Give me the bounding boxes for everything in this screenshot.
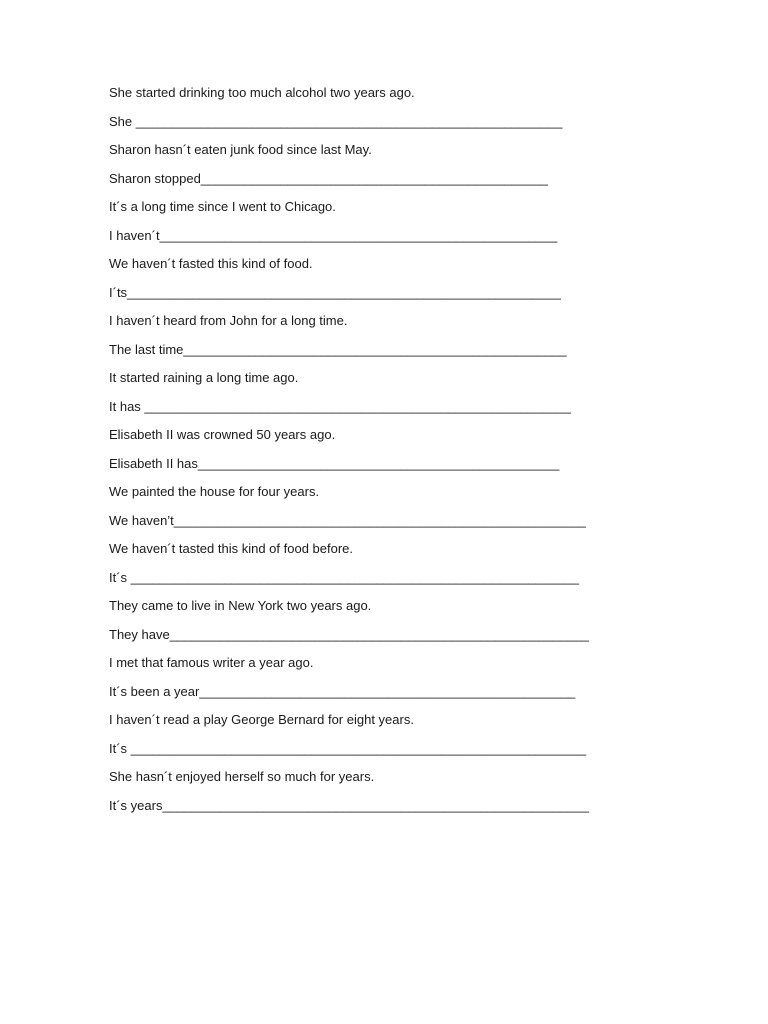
prompt-sentence: I met that famous writer a year ago.	[109, 655, 314, 670]
answer-line: It´s ______________________________________________________________	[109, 569, 579, 585]
prompt-sentence: She hasn´t enjoyed herself so much for years.	[109, 769, 375, 784]
answer-line: Sharon stopped________________________________________________	[109, 170, 548, 186]
worksheet	[109, 85, 749, 826]
prompt-sentence: I haven´t read a play George Bernard for eight years.	[109, 712, 414, 727]
answer-line: The last time_____________________________________________________	[109, 341, 567, 357]
prompt-sentence: We painted the house for four years.	[109, 484, 320, 499]
prompt-sentence: Elisabeth II was crowned 50 years ago.	[109, 427, 336, 442]
answer-line: We haven’t_________________________________________________________	[109, 512, 586, 528]
prompt-sentence: We haven´t fasted this kind of food.	[109, 256, 313, 271]
answer-line: I´ts____________________________________________________________	[109, 284, 561, 300]
answer-line: It´s been a year____________________________________________________	[109, 683, 576, 699]
answer-line: It has ___________________________________________________________	[109, 398, 571, 414]
answer-line: It´s years___________________________________________________________	[109, 797, 590, 813]
prompt-sentence: It´s a long time since I went to Chicago.	[109, 199, 336, 214]
prompt-sentence: I haven´t heard from John for a long time.	[109, 313, 348, 328]
answer-line: It´s _______________________________________________________________	[109, 740, 587, 756]
prompt-sentence: She started drinking too much alcohol two years ago.	[109, 85, 415, 100]
answer-line: She ___________________________________________________________	[109, 113, 563, 129]
answer-line: Elisabeth II has__________________________________________________	[109, 455, 560, 471]
answer-line: I haven´t_______________________________________________________	[109, 227, 558, 243]
prompt-sentence: We haven´t tasted this kind of food before.	[109, 541, 354, 556]
prompt-sentence: It started raining a long time ago.	[109, 370, 299, 385]
answer-line: They have__________________________________________________________	[109, 626, 590, 642]
prompt-sentence: They came to live in New York two years ago.	[109, 598, 372, 613]
prompt-sentence: Sharon hasn´t eaten junk food since last May.	[109, 142, 372, 157]
